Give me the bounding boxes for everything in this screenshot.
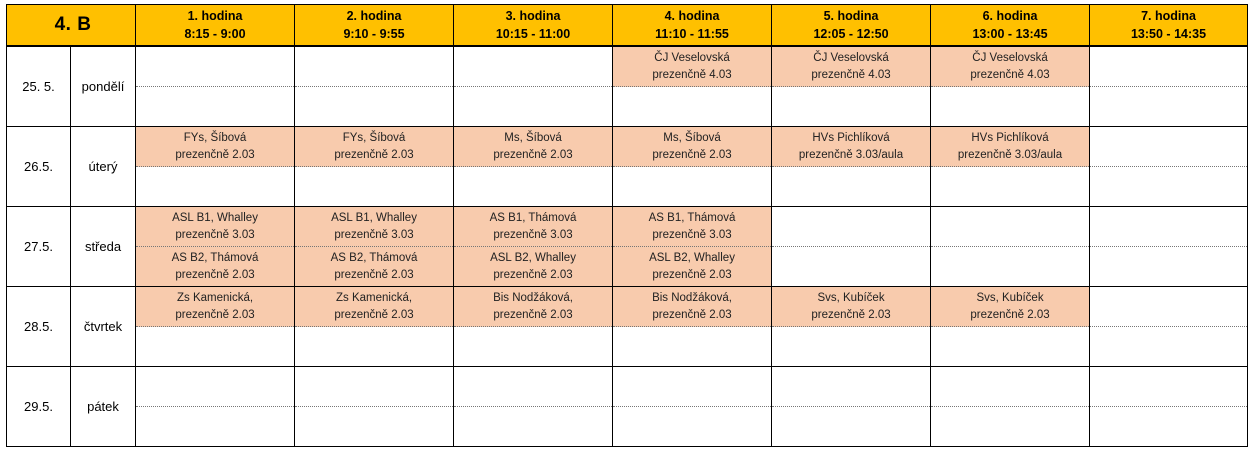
class-label: 4. B	[7, 5, 136, 47]
lesson-cell	[454, 127, 613, 167]
lesson-subject: ASL B2, Whalley	[649, 251, 735, 264]
empty-cell	[1090, 87, 1248, 127]
empty-cell	[931, 327, 1090, 367]
lesson-subject: AS B1, Thámová	[648, 211, 736, 224]
day-date: 29.5.	[7, 367, 71, 447]
empty-cell	[1090, 167, 1248, 207]
empty-cell	[295, 87, 454, 127]
lesson-cell	[454, 247, 613, 287]
period-header-7: 7. hodina 13:50 - 14:35	[1090, 5, 1248, 47]
lesson-subject: ASL B1, Whalley	[331, 211, 417, 224]
empty-cell	[1090, 367, 1248, 407]
lesson-room: prezenčně 3.03/aula	[957, 148, 1063, 161]
lesson-room: prezenčně 4.03	[811, 68, 891, 81]
lesson-subject: Ms, Šíbová	[663, 131, 721, 144]
lesson-room: prezenčně 2.03	[493, 148, 573, 161]
empty-cell	[613, 367, 772, 407]
empty-cell	[136, 167, 295, 207]
empty-cell	[1090, 46, 1248, 87]
day-date: 28.5.	[7, 287, 71, 367]
empty-cell	[772, 407, 931, 447]
empty-cell	[931, 367, 1090, 407]
lesson-subject: ASL B1, Whalley	[172, 211, 258, 224]
day-row-top	[7, 367, 1248, 407]
empty-cell	[1090, 327, 1248, 367]
lesson-subject: Svs, Kubíček	[817, 291, 885, 304]
lesson-room: prezenčně 2.03	[334, 308, 414, 321]
empty-cell	[454, 167, 613, 207]
day-row-bottom	[7, 87, 1248, 127]
empty-cell	[136, 327, 295, 367]
lesson-subject: FYs, Šíbová	[183, 131, 247, 144]
empty-cell	[613, 327, 772, 367]
lesson-subject: ČJ Veselovská	[813, 51, 889, 64]
lesson-room: prezenčně 2.03	[811, 308, 891, 321]
empty-cell	[613, 407, 772, 447]
lesson-room: prezenčně 2.03	[334, 268, 414, 281]
lesson-cell	[772, 46, 931, 87]
lesson-subject: HVs Pichlíková	[971, 131, 1049, 144]
lesson-subject: Zs Kamenická,	[176, 291, 254, 304]
day-row-top	[7, 46, 1248, 87]
lesson-cell	[613, 46, 772, 87]
empty-cell	[1090, 207, 1248, 247]
header-row	[7, 5, 1248, 47]
lesson-room: prezenčně 2.03	[493, 268, 573, 281]
lesson-cell	[295, 287, 454, 327]
day-date: 27.5.	[7, 207, 71, 287]
empty-cell	[454, 46, 613, 87]
day-row-top	[7, 127, 1248, 167]
lesson-cell	[931, 46, 1090, 87]
empty-cell	[295, 367, 454, 407]
lesson-room: prezenčně 4.03	[970, 68, 1050, 81]
empty-cell	[454, 407, 613, 447]
empty-cell	[1090, 287, 1248, 327]
lesson-subject: AS B2, Thámová	[171, 251, 259, 264]
lesson-subject: Bis Nodžáková,	[652, 291, 732, 304]
empty-cell	[295, 407, 454, 447]
day-row-bottom	[7, 407, 1248, 447]
empty-cell	[454, 367, 613, 407]
lesson-room: prezenčně 3.03	[493, 228, 573, 241]
empty-cell	[772, 367, 931, 407]
lesson-cell	[136, 247, 295, 287]
lesson-subject: ČJ Veselovská	[654, 51, 730, 64]
day-row-top	[7, 207, 1248, 247]
lesson-room: prezenčně 3.03/aula	[798, 148, 904, 161]
empty-cell	[1090, 127, 1248, 167]
empty-cell	[454, 327, 613, 367]
empty-cell	[772, 327, 931, 367]
empty-cell	[931, 167, 1090, 207]
day-name: pondělí	[71, 46, 136, 127]
lesson-subject: HVs Pichlíková	[812, 131, 890, 144]
lesson-room: prezenčně 3.03	[175, 228, 255, 241]
lesson-subject: Ms, Šíbová	[504, 131, 562, 144]
lesson-subject: Svs, Kubíček	[976, 291, 1044, 304]
period-header-1: 1. hodina 8:15 - 9:00	[136, 5, 295, 47]
empty-cell	[295, 167, 454, 207]
day-row-top	[7, 287, 1248, 327]
lesson-room: prezenčně 2.03	[652, 148, 732, 161]
timetable	[6, 4, 1248, 447]
lesson-room: prezenčně 2.03	[970, 308, 1050, 321]
empty-cell	[613, 167, 772, 207]
lesson-cell	[772, 127, 931, 167]
day-date: 26.5.	[7, 127, 71, 207]
empty-cell	[931, 207, 1090, 247]
period-header-5: 5. hodina 12:05 - 12:50	[772, 5, 931, 47]
day-name: pátek	[71, 367, 136, 447]
day-name: středa	[71, 207, 136, 287]
lesson-cell	[136, 287, 295, 327]
lesson-room: prezenčně 2.03	[652, 308, 732, 321]
lesson-room: prezenčně 2.03	[334, 148, 414, 161]
day-row-bottom	[7, 167, 1248, 207]
lesson-cell	[613, 207, 772, 247]
lesson-room: prezenčně 3.03	[334, 228, 414, 241]
empty-cell	[136, 87, 295, 127]
empty-cell	[1090, 247, 1248, 287]
lesson-room: prezenčně 2.03	[175, 268, 255, 281]
lesson-subject: ČJ Veselovská	[972, 51, 1048, 64]
empty-cell	[136, 407, 295, 447]
empty-cell	[136, 367, 295, 407]
lesson-cell	[613, 127, 772, 167]
lesson-subject: AS B1, Thámová	[489, 211, 577, 224]
empty-cell	[772, 87, 931, 127]
day-name: čtvrtek	[71, 287, 136, 367]
lesson-room: prezenčně 2.03	[175, 148, 255, 161]
lesson-cell	[295, 127, 454, 167]
lesson-subject: ASL B2, Whalley	[490, 251, 576, 264]
lesson-cell	[613, 287, 772, 327]
lesson-cell	[136, 207, 295, 247]
empty-cell	[454, 87, 613, 127]
lesson-room: prezenčně 2.03	[652, 268, 732, 281]
lesson-cell	[136, 127, 295, 167]
lesson-room: prezenčně 2.03	[493, 308, 573, 321]
lesson-subject: Zs Kamenická,	[335, 291, 413, 304]
empty-cell	[772, 247, 931, 287]
lesson-cell	[295, 207, 454, 247]
empty-cell	[772, 207, 931, 247]
lesson-cell	[454, 207, 613, 247]
empty-cell	[772, 167, 931, 207]
empty-cell	[136, 46, 295, 87]
lesson-cell	[931, 127, 1090, 167]
lesson-subject: AS B2, Thámová	[330, 251, 418, 264]
empty-cell	[613, 87, 772, 127]
empty-cell	[1090, 407, 1248, 447]
lesson-cell	[772, 287, 931, 327]
lesson-cell	[295, 247, 454, 287]
lesson-cell	[931, 287, 1090, 327]
lesson-subject: Bis Nodžáková,	[493, 291, 573, 304]
period-header-6: 6. hodina 13:00 - 13:45	[931, 5, 1090, 47]
empty-cell	[295, 46, 454, 87]
empty-cell	[931, 87, 1090, 127]
lesson-room: prezenčně 3.03	[652, 228, 732, 241]
lesson-room: prezenčně 4.03	[652, 68, 732, 81]
period-header-2: 2. hodina 9:10 - 9:55	[295, 5, 454, 47]
day-row-bottom	[7, 247, 1248, 287]
day-name: úterý	[71, 127, 136, 207]
day-date: 25. 5.	[7, 46, 71, 127]
empty-cell	[931, 407, 1090, 447]
empty-cell	[295, 327, 454, 367]
empty-cell	[931, 247, 1090, 287]
day-row-bottom	[7, 327, 1248, 367]
period-header-3: 3. hodina 10:15 - 11:00	[454, 5, 613, 47]
lesson-cell	[454, 287, 613, 327]
lesson-subject: FYs, Šíbová	[342, 131, 406, 144]
lesson-cell	[613, 247, 772, 287]
period-header-4: 4. hodina 11:10 - 11:55	[613, 5, 772, 47]
lesson-room: prezenčně 2.03	[175, 308, 255, 321]
